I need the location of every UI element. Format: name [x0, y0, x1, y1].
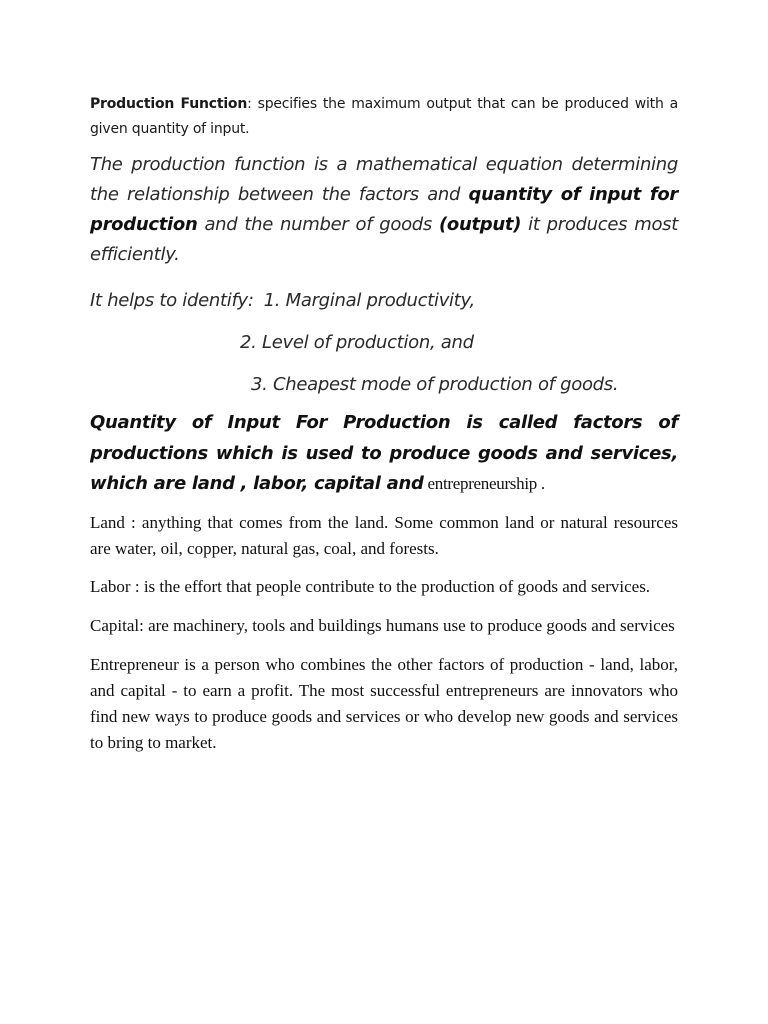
identify-list: [90, 280, 678, 406]
intro-paragraph: [90, 150, 678, 270]
identify-item-2: 2. Level of production, and: [240, 332, 474, 353]
definition-paragraph: [90, 92, 678, 142]
factors-heading-bold: Quantity of Input For Production is called factors of productions which is used to produce goods and services, which are land , labor, capital and: [90, 412, 678, 494]
factors-heading: [90, 408, 678, 500]
intro-bold-output: (output): [438, 214, 522, 235]
intro-text-1: The production function is a mathematical equation determining the relationship between the factors and: [90, 154, 678, 205]
identify-line-3: [90, 364, 678, 406]
entrepreneur-paragraph: Entrepreneur is a person who combines the other factors of production - land, labor, and capital - to earn a profit. The most successful entrepreneurs are innovators who find new ways to produce goods and services or who develop new goods and services to bring to market.: [90, 654, 678, 752]
identify-item-3: 3. Cheapest mode of production of goods.: [251, 374, 619, 395]
identify-item-1: 1. Marginal productivity,: [263, 290, 475, 311]
intro-text-3: it produces most efficiently.: [90, 214, 678, 265]
intro-bold-input: quantity of input for production: [90, 184, 678, 235]
document-page: [90, 92, 678, 768]
labor-paragraph: Labor : is the effort that people contribute to the production of goods and services.: [90, 576, 651, 596]
land-paragraph: Land : anything that comes from the land. Some common land or natural resources are water, oil, copper, natural gas, coal, and forests.: [90, 512, 678, 558]
intro-text-2: and the number of goods: [197, 214, 439, 235]
factors-heading-plain: entrepreneurship .: [423, 474, 545, 493]
identify-line-1: [90, 280, 678, 322]
definition-term: Production Function: [90, 96, 248, 112]
definition-text: : specifies the maximum output that can be produced with a given quantity of input.: [90, 96, 678, 137]
capital-paragraph: Capital: are machinery, tools and buildings humans use to produce goods and services: [90, 615, 675, 635]
identify-lead: It helps to identify:: [90, 290, 254, 311]
identify-line-2: [90, 322, 678, 364]
